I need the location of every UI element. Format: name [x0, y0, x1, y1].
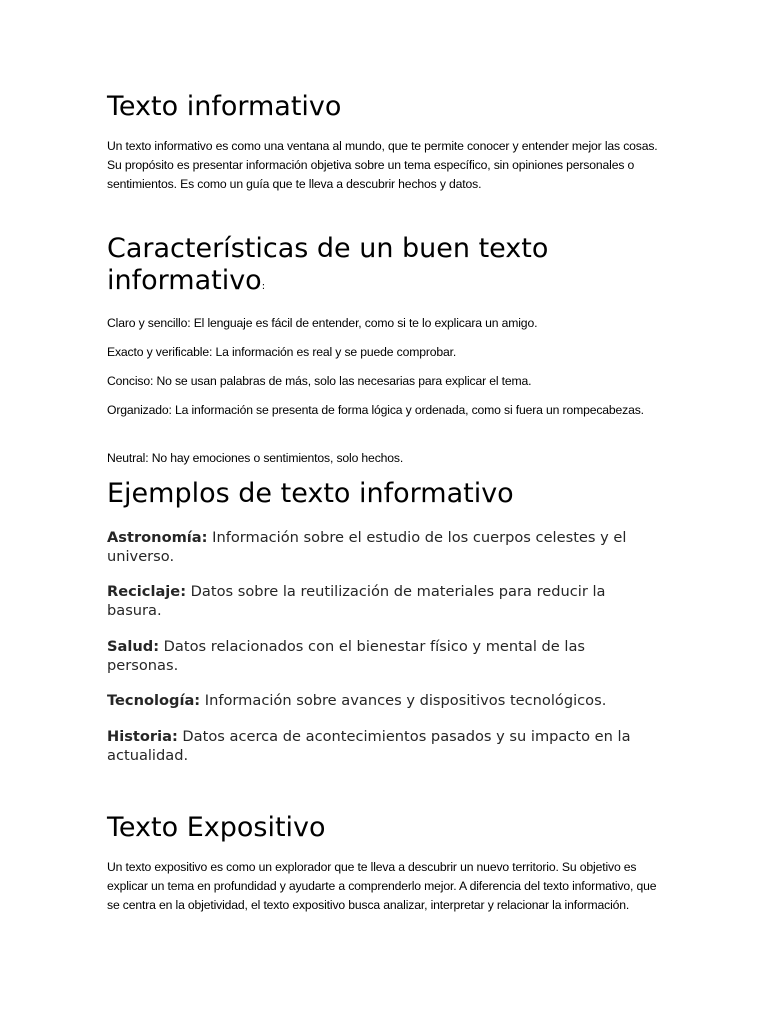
list-item: Exacto y verificable: La información es real y se puede comprobar.: [107, 345, 457, 359]
example-term: Historia:: [107, 728, 178, 745]
example-desc: Datos sobre la reutilización de materiales para reducir la basura.: [107, 583, 606, 619]
example-item: [107, 583, 652, 620]
example-item: [107, 728, 652, 765]
list-item: Organizado: La información se presenta de forma lógica y ordenada, como si fuera un rompecabezas.: [107, 403, 644, 417]
paragraph-texto-informativo: Un texto informativo es como una ventana al mundo, que te permite conocer y entender mejor las cosas. Su propósito es presentar información objetiva sobre un tema específico, sin opiniones personales o sentimientos. Es como un guía que te lleva a descubrir hechos y datos.: [107, 139, 658, 191]
example-desc: Información sobre avances y dispositivos tecnológicos.: [200, 692, 607, 709]
example-item: [107, 638, 652, 675]
list-item: Conciso: No se usan palabras de más, solo las necesarias para explicar el tema.: [107, 374, 532, 388]
paragraph-texto-expositivo: Un texto expositivo es como un explorador que te lleva a descubrir un nuevo territorio. Su objetivo es explicar un tema en profundidad y ayudarte a comprenderlo mejor. A diferencia del texto informativo, que se centra en la objetividad, el texto expositivo busca analizar, interpretar y relacionar la información.: [107, 860, 657, 912]
heading-caracteristicas-colon: :: [261, 281, 266, 292]
example-desc: Información sobre el estudio de los cuerpos celestes y el universo.: [107, 529, 627, 565]
example-term: Salud:: [107, 638, 160, 655]
list-item: Neutral: No hay emociones o sentimientos, solo hechos.: [107, 451, 404, 465]
example-term: Astronomía:: [107, 529, 208, 546]
example-item: [107, 692, 652, 711]
heading-texto-expositivo: Texto Expositivo: [107, 812, 326, 843]
example-item: [107, 529, 652, 566]
heading-texto-informativo: Texto informativo: [107, 91, 342, 122]
example-desc: Datos relacionados con el bienestar físico y mental de las personas.: [107, 638, 585, 674]
heading-caracteristicas: [107, 233, 627, 303]
example-term: Reciclaje:: [107, 583, 187, 600]
example-desc: Datos acerca de acontecimientos pasados y su impacto en la actualidad.: [107, 728, 631, 764]
heading-caracteristicas-text: Características de un buen texto informativo: [107, 233, 549, 296]
example-term: Tecnología:: [107, 692, 201, 709]
heading-ejemplos: Ejemplos de texto informativo: [107, 478, 514, 509]
list-item: Claro y sencillo: El lenguaje es fácil de entender, como si te lo explicara un amigo.: [107, 316, 538, 330]
